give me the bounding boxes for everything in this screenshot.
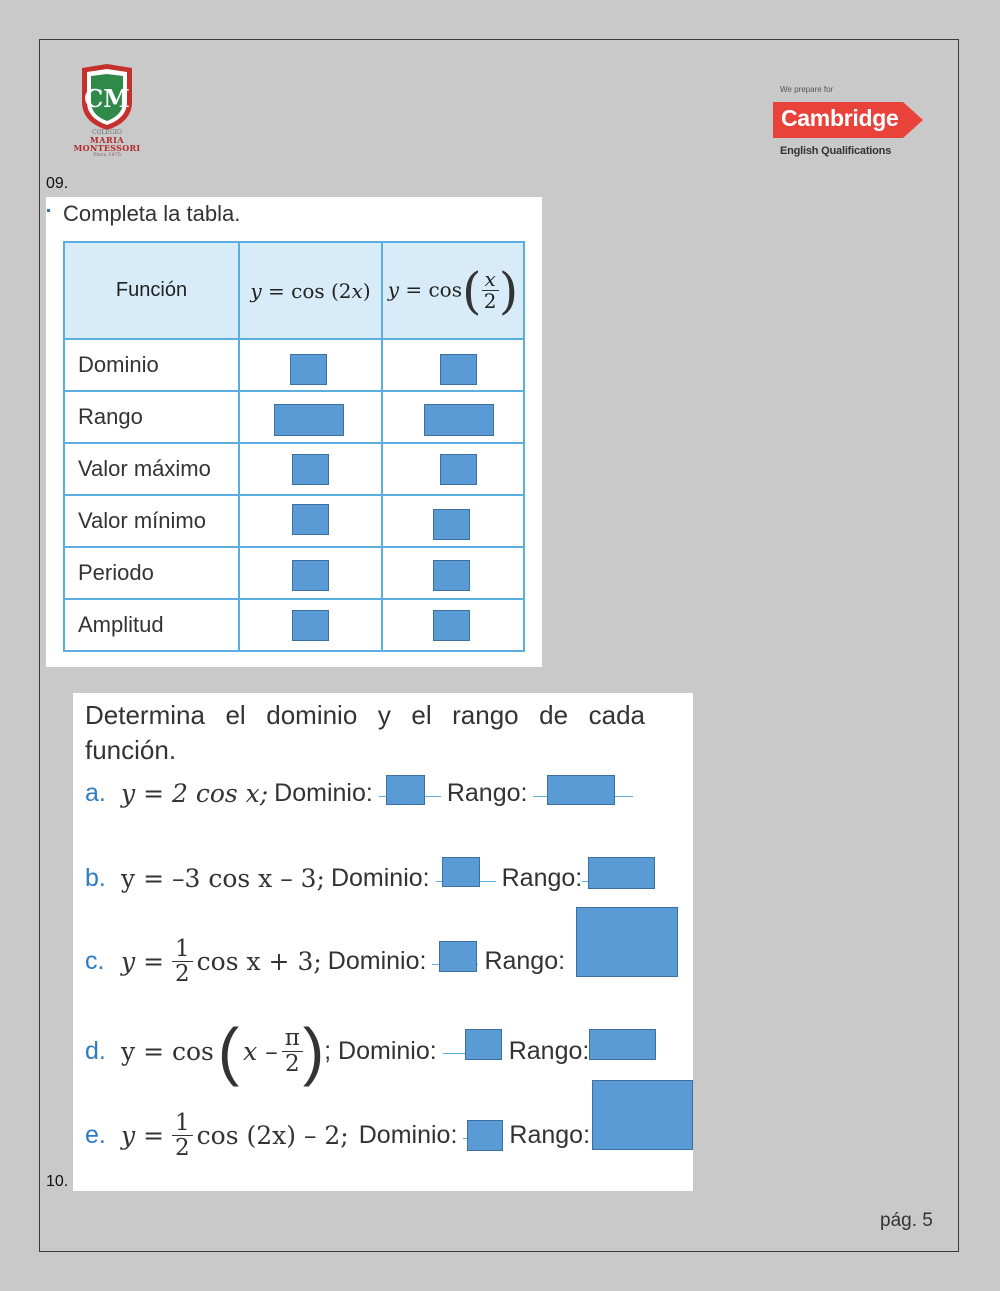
table-row — [64, 443, 524, 495]
svg-text:CM: CM — [84, 84, 130, 113]
dominio-label: Dominio: — [274, 779, 373, 807]
answer-box[interactable] — [292, 454, 329, 485]
equation-a: y = 2 cos x; — [121, 779, 269, 808]
cell-rango-col2 — [382, 391, 524, 443]
frac-num: 1 — [172, 1111, 193, 1136]
table-row — [64, 495, 524, 547]
exercise-9-title: Completa la tabla. — [63, 201, 241, 226]
row-label-valor-minimo: Valor mínimo — [64, 495, 239, 547]
dominio-label: Dominio: — [358, 1121, 458, 1150]
cambridge-logo — [773, 84, 933, 164]
answer-box-dominio-c[interactable] — [439, 941, 477, 972]
row-label-dominio: Dominio — [64, 339, 239, 391]
exercise-9-card — [46, 197, 542, 667]
item-letter: e. — [85, 1121, 106, 1150]
caption-maria: MARIA — [89, 135, 125, 145]
paren-left: ( — [217, 1015, 240, 1087]
cell-periodo-col2 — [382, 547, 524, 599]
title-line-1: Determina el dominio y el rango de cada — [85, 700, 645, 730]
dominio-label: Dominio: — [330, 864, 430, 892]
cell-amplitud-col1 — [239, 599, 382, 651]
frac-den: 2 — [175, 1135, 190, 1162]
item-e — [85, 1111, 590, 1160]
answer-box[interactable] — [274, 404, 344, 436]
frac-den: 2 — [175, 961, 190, 988]
exercise-10-title — [85, 698, 645, 768]
answer-box-rango-c[interactable] — [576, 907, 678, 977]
header-cos-2x: y = cos (2x) — [239, 242, 382, 339]
item-b — [85, 864, 638, 893]
bullet-marker — [47, 209, 50, 212]
equation-c-prefix: y = — [121, 947, 165, 977]
item-c — [85, 937, 565, 986]
rango-label: Rango: — [484, 947, 566, 976]
frac-num: π — [282, 1026, 303, 1051]
rango-label: Rango: — [508, 1036, 590, 1065]
table-row — [64, 339, 524, 391]
table-header-row — [64, 242, 524, 339]
page-number: pág. 5 — [880, 1210, 933, 1231]
answer-box-dominio-e[interactable] — [467, 1120, 503, 1151]
fraction-one-half — [172, 937, 193, 986]
dominio-label: Dominio: — [327, 947, 427, 976]
function-table — [63, 241, 525, 652]
frac-num: 1 — [172, 937, 193, 962]
answer-box-rango-e[interactable] — [592, 1080, 693, 1150]
cell-amplitud-col2 — [382, 599, 524, 651]
answer-box-dominio-a[interactable] — [386, 775, 425, 805]
cell-dominio-col1 — [239, 339, 382, 391]
cell-rango-col1 — [239, 391, 382, 443]
equation-d-prefix: y = cos — [121, 1036, 214, 1066]
cell-periodo-col1 — [239, 547, 382, 599]
table-row — [64, 547, 524, 599]
fraction-one-half — [172, 1111, 193, 1160]
equation-d-inner: x – — [243, 1036, 278, 1066]
answer-box[interactable] — [292, 610, 329, 641]
frac-num: x — [482, 269, 499, 291]
answer-box[interactable] — [440, 354, 477, 385]
frac-den: 2 — [483, 289, 497, 313]
caption-bottom: Piura 1975 — [93, 152, 121, 158]
answer-box-rango-d[interactable] — [589, 1029, 656, 1060]
question-10-number: 10. — [46, 1173, 69, 1190]
answer-box[interactable] — [424, 404, 494, 436]
answer-box[interactable] — [292, 560, 329, 591]
row-label-rango: Rango — [64, 391, 239, 443]
answer-box[interactable] — [440, 454, 477, 485]
item-letter: c. — [85, 947, 105, 976]
answer-box[interactable] — [433, 560, 470, 591]
question-9-number: 09. — [46, 175, 69, 192]
caption-montessori: MONTESSORI — [73, 143, 141, 153]
caption-top: COLEGIO — [92, 129, 122, 136]
row-label-periodo: Periodo — [64, 547, 239, 599]
item-d — [85, 1015, 629, 1087]
equation-b: y = –3 cos x – 3; — [121, 864, 325, 893]
cell-min-col2 — [382, 495, 524, 547]
table-row — [64, 599, 524, 651]
rango-label: Rango: — [501, 864, 583, 892]
cell-min-col1 — [239, 495, 382, 547]
cell-max-col1 — [239, 443, 382, 495]
header-funcion: Función — [64, 242, 239, 339]
cell-dominio-col2 — [382, 339, 524, 391]
answer-box[interactable] — [433, 509, 470, 540]
school-caption — [70, 130, 144, 158]
rango-label: Rango: — [446, 779, 528, 807]
item-letter: b. — [85, 864, 106, 892]
item-letter: a. — [85, 779, 106, 807]
row-label-valor-maximo: Valor máximo — [64, 443, 239, 495]
answer-box[interactable] — [292, 504, 329, 535]
row-label-amplitud: Amplitud — [64, 599, 239, 651]
exercise-10-card — [73, 693, 693, 1191]
paren-right: ) — [302, 1015, 325, 1087]
cambridge-prefix: We prepare for — [780, 85, 834, 94]
answer-box-rango-a[interactable] — [547, 775, 615, 805]
cell-max-col2 — [382, 443, 524, 495]
rango-label: Rango: — [509, 1121, 591, 1150]
title-line-2: función. — [85, 735, 177, 765]
header-cos-x-over-2: y = cos( $\frac{x}{2}$ ) — [382, 242, 524, 339]
answer-box-dominio-b[interactable] — [442, 857, 480, 887]
answer-box[interactable] — [290, 354, 327, 385]
answer-box[interactable] — [433, 610, 470, 641]
frac-den: 2 — [284, 1050, 300, 1077]
cambridge-subtitle: English Qualifications — [780, 145, 892, 157]
answer-box-rango-b[interactable] — [588, 857, 655, 889]
equation-e-suffix: cos (2x) – 2; — [196, 1121, 349, 1151]
equation-e-prefix: y = — [121, 1121, 165, 1151]
fraction-pi-half — [282, 1026, 303, 1075]
equation-d-suffix: ; Dominio: — [324, 1036, 437, 1065]
answer-box-dominio-d[interactable] — [465, 1029, 502, 1060]
item-letter: d. — [85, 1036, 106, 1065]
cambridge-brand: Cambridge — [781, 105, 899, 131]
equation-c-suffix: cos x + 3; — [196, 947, 322, 977]
table-row — [64, 391, 524, 443]
